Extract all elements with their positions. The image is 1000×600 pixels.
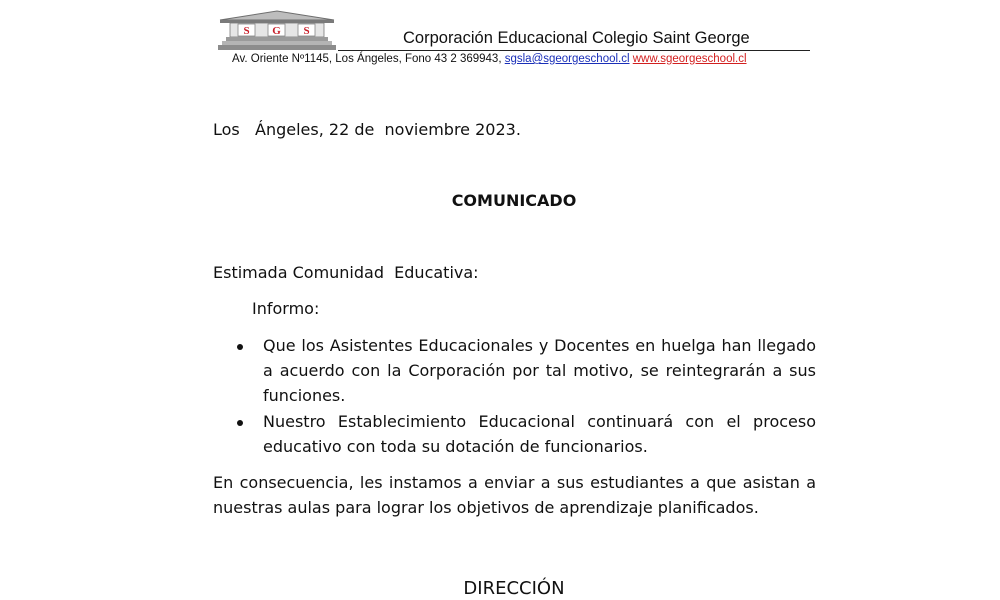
school-logo bbox=[216, 10, 338, 52]
logo-letter-s2: S bbox=[303, 25, 310, 37]
bullet-text: Que los Asistentes Educacionales y Docentes en huelga han llegado a acuerdo con la Corporación por tal motivo, se reintegrarán a sus funciones. bbox=[263, 336, 816, 405]
signature: DIRECCIÓN bbox=[463, 578, 565, 599]
list-item bbox=[213, 409, 816, 459]
email-link[interactable]: sgsla@sgeorgeschool.cl bbox=[504, 53, 630, 65]
intro-text: Informo: bbox=[252, 299, 320, 318]
organization-name: Corporación Educacional Colegio Saint George bbox=[403, 29, 750, 47]
conclusion-paragraph: En consecuencia, les instamos a enviar a sus estudiantes a que asistan a nuestras aulas para lograr los objetivos de aprendizaje planificados. bbox=[213, 473, 816, 517]
address-line bbox=[232, 53, 747, 65]
logo-letter-g: G bbox=[272, 25, 281, 37]
bullet-text: Nuestro Establecimiento Educacional continuará con el proceso educativo con toda su dotación de funcionarios. bbox=[263, 412, 816, 456]
address-text: Av. Oriente Nº1145, Los Ángeles, Fono 43 2 369943, bbox=[232, 53, 505, 65]
greeting: Estimada Comunidad Educativa: bbox=[213, 263, 479, 282]
header-divider bbox=[338, 50, 810, 51]
document-title: COMUNICADO bbox=[451, 191, 577, 210]
bullet-dot-icon bbox=[237, 344, 243, 350]
logo-letter-s1: S bbox=[243, 25, 250, 37]
bullet-list bbox=[213, 333, 816, 460]
website-link[interactable]: www.sgeorgeschool.cl bbox=[632, 53, 747, 65]
date-line: Los Ángeles, 22 de noviembre 2023. bbox=[213, 120, 521, 139]
list-item bbox=[213, 333, 816, 408]
bullet-dot-icon bbox=[237, 420, 243, 426]
